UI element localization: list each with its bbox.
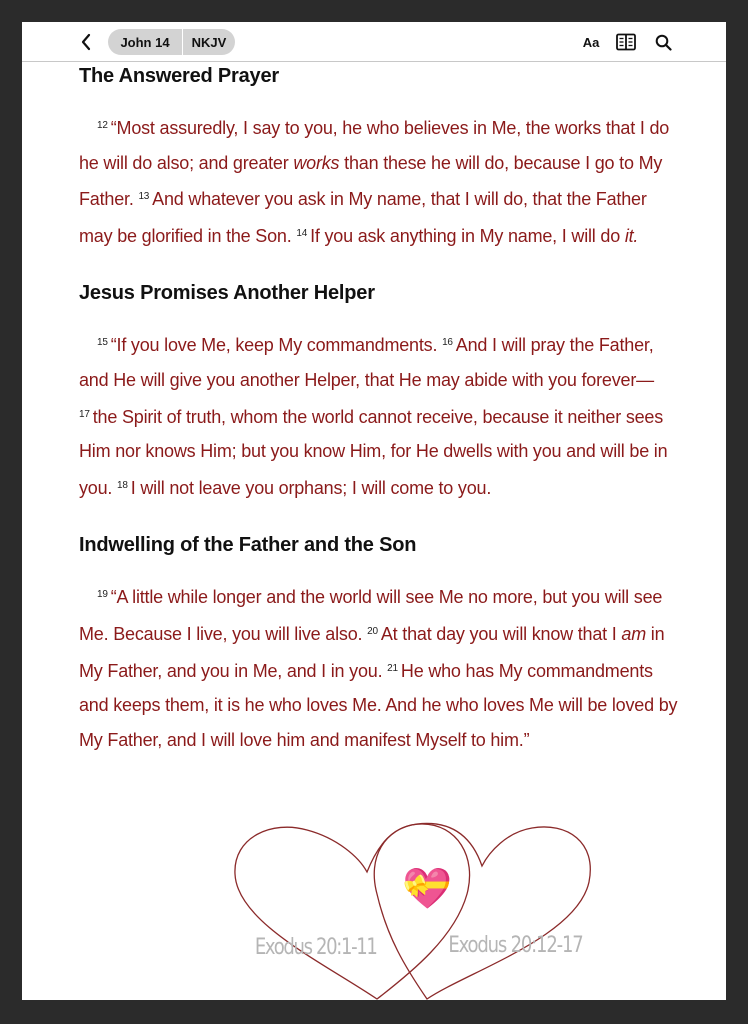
top-toolbar (22, 22, 726, 62)
verse-number[interactable]: 14 (296, 227, 308, 239)
search-button[interactable] (652, 31, 674, 53)
verse-number[interactable]: 21 (387, 662, 398, 674)
verse-text-italic[interactable]: am (621, 623, 646, 644)
exodus-right-label: Exodus 20:12-17 (448, 931, 584, 958)
reader-page (22, 22, 726, 1000)
verse-text-italic[interactable]: it. (624, 225, 639, 246)
verse-text[interactable]: in My Father, and you in Me, and I in you. (79, 623, 665, 681)
font-settings-button[interactable]: Aa (582, 34, 600, 50)
verse-paragraph (79, 326, 679, 505)
verse-paragraph (79, 109, 679, 253)
reference-selector (108, 29, 235, 55)
verse-text[interactable]: If you ask anything in My name, I will do (310, 225, 625, 246)
verse-text[interactable]: At that day you will know that I (380, 623, 622, 644)
verse-text[interactable]: “If you love Me, keep My commandments. (110, 335, 443, 356)
right-heart-outline (374, 823, 590, 999)
verse-number[interactable]: 18 (117, 479, 128, 491)
verse-text[interactable]: He who has My commandments and keeps them, it is he who loves Me. And he who loves Me will be loved by My Father, and I will love him and manifest Myself to him.” (79, 660, 678, 750)
section-heading: The Answered Prayer (79, 65, 279, 87)
verse-text[interactable]: “Most assuredly, I say to you, he who believes in Me, the works that I do he will do also; and greater (79, 118, 670, 173)
verse-paragraph (79, 578, 679, 757)
verse-number[interactable]: 12 (97, 120, 108, 131)
verse-number[interactable]: 13 (138, 191, 150, 203)
verse-text[interactable]: than these he will do, because I go to My Father. (79, 152, 663, 210)
two-hearts-graphic (227, 802, 597, 1000)
chapter-content (79, 62, 679, 757)
gift-heart-emoji-icon: 💝 (402, 867, 452, 911)
book-chapter-button[interactable]: John 14 (108, 29, 183, 55)
verse-text[interactable]: And I will pray the Father, and He will give you another Helper, that He may abide with you forever— (79, 335, 654, 390)
verse-number[interactable]: 20 (367, 625, 378, 637)
verse-text[interactable]: “A little while longer and the world will see Me no more, but you will see Me. Because I live, you will live also. (79, 587, 663, 644)
verse-text[interactable]: And whatever you ask in My name, that I will do, that the Father may be glorified in the Son. (79, 189, 647, 246)
parallel-bible-icon (616, 33, 636, 51)
left-heart-outline (235, 824, 470, 999)
chevron-left-icon (80, 33, 92, 51)
parallel-view-button[interactable] (615, 31, 637, 53)
verse-number[interactable]: 15 (97, 337, 108, 349)
section-heading: Indwelling of the Father and the Son (79, 534, 417, 557)
section-heading: Jesus Promises Another Helper (79, 282, 375, 305)
version-button[interactable]: NKJV (191, 34, 227, 50)
verse-text[interactable]: the Spirit of truth, whom the world cannot receive, because it neither sees Him nor knows Him; but you know Him, for He dwells with you and will be in you. (79, 406, 668, 498)
back-button[interactable] (74, 29, 98, 55)
verse-number[interactable]: 16 (442, 337, 453, 349)
verse-text[interactable]: I will not leave you orphans; I will come to you. (130, 477, 492, 498)
search-icon (655, 34, 672, 51)
verse-number[interactable]: 17 (79, 408, 90, 420)
exodus-left-label: Exodus 20:1-11 (254, 933, 378, 960)
verse-text-italic[interactable]: works (293, 152, 340, 173)
verse-number[interactable]: 19 (97, 589, 108, 601)
